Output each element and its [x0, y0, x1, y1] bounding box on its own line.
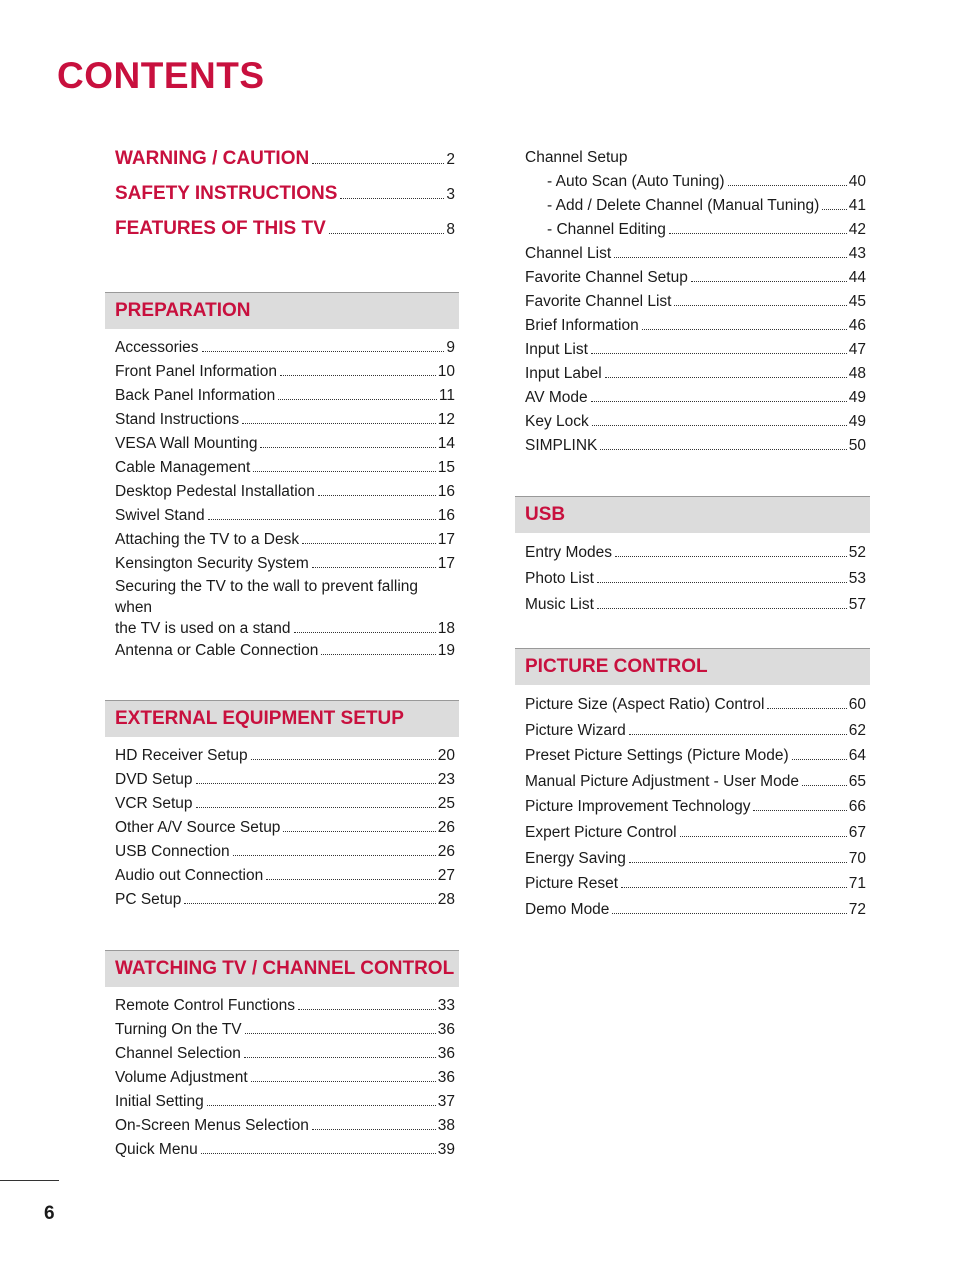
- footer-rule: [0, 1180, 59, 1181]
- toc-entry[interactable]: Channel Selection 36: [115, 1045, 455, 1062]
- toc-entry[interactable]: Photo List 53: [525, 570, 866, 587]
- toc-entry-features[interactable]: FEATURES OF THIS TV 8: [115, 218, 455, 239]
- toc-entry[interactable]: Back Panel Information 11: [115, 387, 455, 404]
- toc-entry[interactable]: Antenna or Cable Connection 19: [115, 642, 455, 659]
- toc-entry[interactable]: AV Mode 49: [525, 389, 866, 406]
- section-watching-tv: [105, 950, 459, 1162]
- toc-entry[interactable]: Volume Adjustment 36: [115, 1069, 455, 1086]
- toc-entry[interactable]: Picture Wizard 62: [525, 721, 866, 739]
- toc-entry-warning[interactable]: WARNING / CAUTION 2: [115, 148, 455, 169]
- toc-subentry[interactable]: - Add / Delete Channel (Manual Tuning) 41: [547, 197, 866, 214]
- usb-list: [515, 533, 870, 618]
- toc-entry[interactable]: Cable Management 15: [115, 459, 455, 476]
- section-heading-preparation: PREPARATION: [105, 292, 459, 329]
- toc-subentry[interactable]: - Channel Editing 42: [547, 221, 866, 238]
- toc-subentry[interactable]: - Auto Scan (Auto Tuning) 40: [547, 173, 866, 190]
- toc-entry[interactable]: Kensington Security System 17: [115, 555, 455, 572]
- toc-entry[interactable]: Channel List 43: [525, 245, 866, 262]
- toc-entry[interactable]: Initial Setting 37: [115, 1093, 455, 1110]
- toc-entry[interactable]: Key Lock 49: [525, 413, 866, 430]
- toc-entry[interactable]: Brief Information 46: [525, 317, 866, 334]
- toc-entry[interactable]: Picture Reset 71: [525, 875, 866, 893]
- section-preparation: [105, 292, 459, 663]
- section-picture-control: [515, 648, 870, 922]
- watching-list: [105, 987, 459, 1162]
- preparation-list: [105, 329, 459, 663]
- toc-entry[interactable]: PC Setup 28: [115, 891, 455, 908]
- toc-entry[interactable]: Remote Control Functions 33: [115, 997, 455, 1014]
- toc-entry[interactable]: USB Connection 26: [115, 843, 455, 860]
- toc-entry[interactable]: VCR Setup 25: [115, 795, 455, 812]
- section-heading-watching: WATCHING TV / CHANNEL CONTROL: [105, 950, 459, 987]
- section-usb: [515, 496, 870, 618]
- toc-entry[interactable]: On-Screen Menus Selection 38: [115, 1117, 455, 1134]
- toc-entry-securing[interactable]: Securing the TV to the wall to prevent falling when the TV is used on a stand 18: [115, 578, 455, 637]
- toc-entry[interactable]: Audio out Connection 27: [115, 867, 455, 884]
- top-entries: [105, 142, 459, 247]
- toc-entry[interactable]: Attaching the TV to a Desk 17: [115, 531, 455, 548]
- toc-entry[interactable]: HD Receiver Setup 20: [115, 747, 455, 764]
- toc-entry[interactable]: Picture Size (Aspect Ratio) Control 60: [525, 696, 866, 713]
- section-heading-external: EXTERNAL EQUIPMENT SETUP: [105, 700, 459, 737]
- toc-entry[interactable]: Front Panel Information 10: [115, 363, 455, 380]
- toc-entry[interactable]: Music List 57: [525, 596, 866, 613]
- external-list: [105, 737, 459, 912]
- section-heading-picture: PICTURE CONTROL: [515, 648, 870, 685]
- toc-entry[interactable]: Other A/V Source Setup 26: [115, 819, 455, 836]
- toc-entry[interactable]: Preset Picture Settings (Picture Mode) 64: [525, 747, 866, 765]
- page-number: 6: [44, 1203, 55, 1224]
- toc-entry-channel-setup[interactable]: Channel Setup: [525, 149, 628, 166]
- toc-entry[interactable]: Manual Picture Adjustment - User Mode 65: [525, 772, 866, 790]
- toc-entry[interactable]: SIMPLINK 50: [525, 437, 866, 454]
- toc-entry[interactable]: Accessories 9: [115, 339, 455, 356]
- toc-entry[interactable]: Picture Improvement Technology 66: [525, 798, 866, 816]
- toc-entry[interactable]: Demo Mode 72: [525, 900, 866, 918]
- toc-entry[interactable]: Favorite Channel List 45: [525, 293, 866, 310]
- toc-entry[interactable]: DVD Setup 23: [115, 771, 455, 788]
- toc-entry[interactable]: Input List 47: [525, 341, 866, 358]
- toc-entry[interactable]: Energy Saving 70: [525, 849, 866, 867]
- toc-entry[interactable]: Quick Menu 39: [115, 1141, 455, 1158]
- toc-entry[interactable]: Turning On the TV 36: [115, 1021, 455, 1038]
- section-external-equipment: [105, 700, 459, 912]
- picture-list: [515, 685, 870, 922]
- channel-list: [515, 142, 870, 458]
- toc-entry-safety[interactable]: SAFETY INSTRUCTIONS 3: [115, 183, 455, 204]
- right-column: [515, 142, 870, 922]
- left-column: [105, 142, 459, 1162]
- toc-entry[interactable]: Favorite Channel Setup 44: [525, 269, 866, 286]
- toc-entry[interactable]: Expert Picture Control 67: [525, 823, 866, 841]
- toc-entry[interactable]: Input Label 48: [525, 365, 866, 382]
- toc-entry[interactable]: Stand Instructions 12: [115, 411, 455, 428]
- toc-entry[interactable]: Swivel Stand 16: [115, 507, 455, 524]
- toc-entry[interactable]: Entry Modes 52: [525, 544, 866, 561]
- toc-entry[interactable]: Desktop Pedestal Installation 16: [115, 483, 455, 500]
- toc-entry[interactable]: VESA Wall Mounting 14: [115, 435, 455, 452]
- page-title: CONTENTS: [57, 55, 265, 96]
- section-heading-usb: USB: [515, 496, 870, 533]
